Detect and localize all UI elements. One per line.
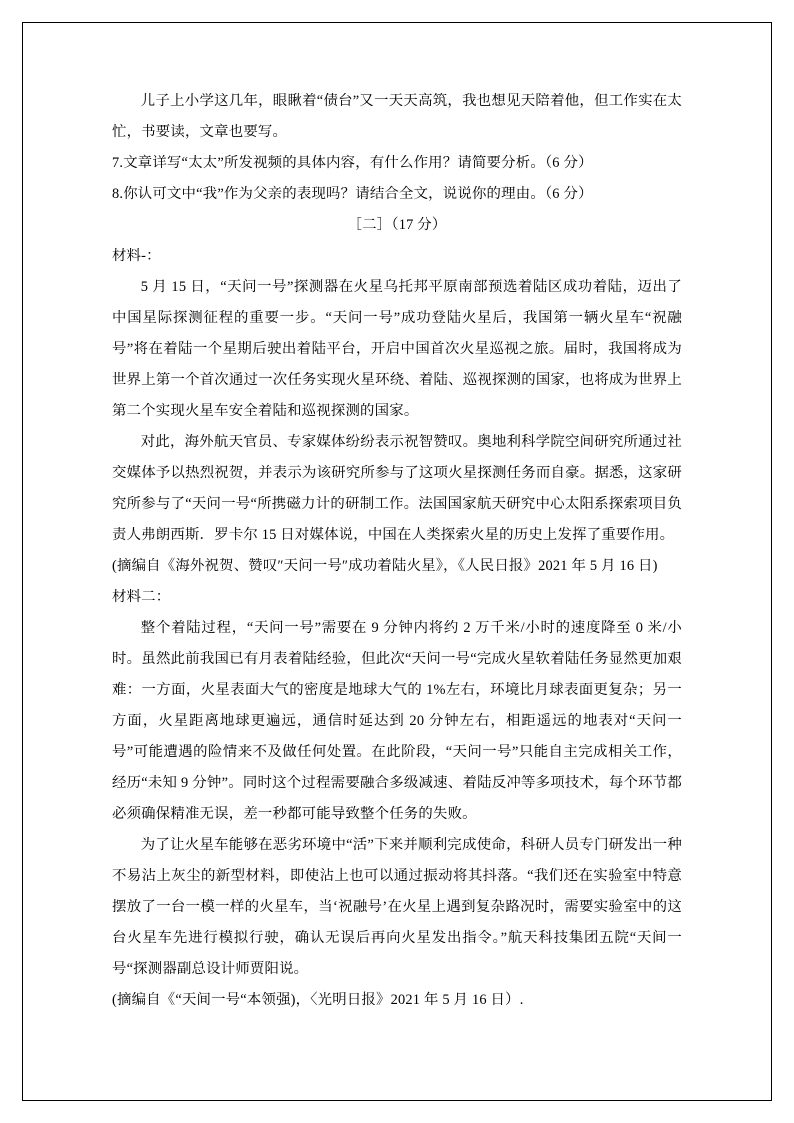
material-two-paragraph-2: 为了让火星车能够在恶劣环境中“活”下来并顺利完成使命，科研人员专门研发出一种不易沾上灰尘的新型材料，即使沾上也可以通过振动将其抖落。“我们还在实验室中特意摆放了一台一模一样的火星车，当‘祝融号’在火星上遇到复杂路况时，需要实验室中的这台火星车先进行模拟行驶，确认无误后再向火星发出指令。”航天科技集团五院“天间一号“探测器副总设计师贾阳说。 <box>112 837 682 977</box>
material-one-source: (摘编自《海外祝贺、赞叹″天问一号″成功着陆火星》，《人民日报》2021 年 5 月 16 日) <box>112 558 658 574</box>
document-content <box>112 86 682 1016</box>
material-one-label: 材料-： <box>112 248 161 264</box>
question-7: 7.文章详写“太太”所发视频的具体内容，有什么作用？请简要分析。（6 分） <box>112 155 593 171</box>
material-two-source: (摘编自《“天间一号“本领强)，〈光明日报》2021 年 5 月 16 日）. <box>112 992 524 1008</box>
material-two-paragraph-1: 整个着陆过程，“天问一号”需要在 9 分钟内将约 2 万千米/小时的速度降至 0 米/小时。虽然此前我国已有月表着陆经验，但此次“天问一号“完成火星软着陆任务显然更加艰难：一方面，火星表面大气的密度是地球大气的 1%左右，环境比月球表面更复杂；另一方面，火星距离地球更遍远，通信时延达到 20 分钟左右，相距遥远的地表对“天问一号”可能遭遇的险情来不及做任何处置。在此阶段，“天问一号”只能自主完成相关工作，经历“未知 9 分钟”。同时这个过程需要融合多级减速、着陆反冲等多项技术，每个环节都必须确保精准无误，差一秒都可能导致整个任务的失败。 <box>112 620 682 822</box>
material-two-label: 材料二： <box>112 589 171 605</box>
material-one-paragraph-2: 对此，海外航天官员、专家媒体纷纷表示祝智赞叹。奥地利科学院空间研究所通过社交媒体予以热烈祝贺，并表示为该研究所参与了这项火星探测任务而自豪。据悉，这家研究所参与了“天问一号“所携磁力计的研制工作。法国国家航天研究中心太阳系探索项目负责人弗朗西斯．罗卡尔 15 日对媒体说，中国在人类探索火星的历史上发挥了重要作用。 <box>112 434 682 543</box>
question-8: 8.你认可文中“我”作为父亲的表现吗？请结合全文，说说你的理由。（6 分） <box>112 186 593 202</box>
paragraph-intro: 儿子上小学这几年，眼瞅着“债台”又一天天高筑，我也想见天陪着他，但工作实在太忙，书要读，文章也要写。 <box>112 93 682 140</box>
section-heading: ［二］（17 分） <box>347 217 447 233</box>
material-one-paragraph-1: 5 月 15 日，“天问一号”探测器在火星乌托邦平原南部预选着陆区成功着陆，迈出了中国星际探测征程的重要一步。“天问一号”成功登陆火星后，我国第一辆火星车“祝融号”将在着陆一个星期后驶出着陆平台，开启中国首次火星巡视之旅。届时，我国将成为世界上第一个首次通过一次任务实现火星环绕、着陆、巡视探测的国家，也将成为世界上第二个实现火星车安全着陆和巡视探测的国家。 <box>112 279 682 419</box>
